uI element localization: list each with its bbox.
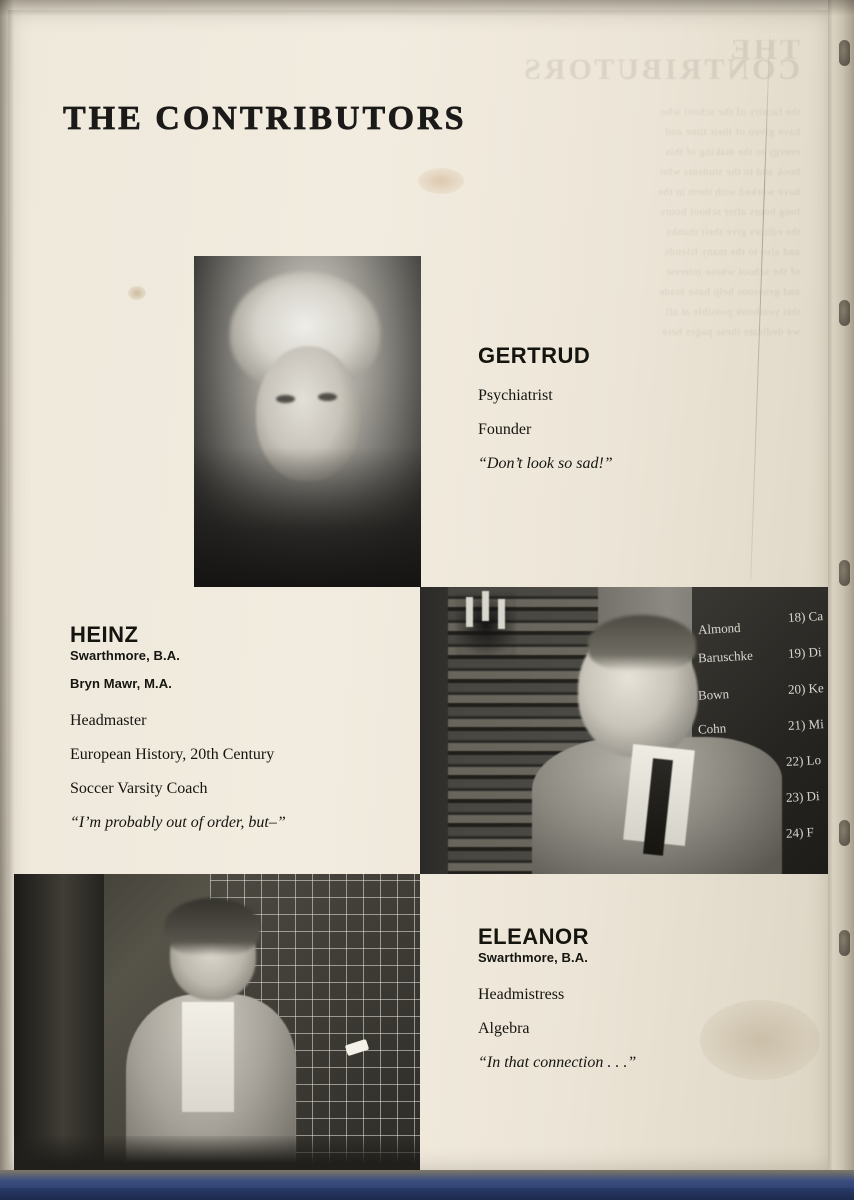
contributor-role: Headmaster: [70, 712, 147, 729]
portrait-eye-right: [318, 393, 337, 401]
contributor-name: GERTRUD: [478, 343, 591, 368]
candle: [466, 597, 473, 627]
contributor-quote: “I’m probably out of order, but–”: [70, 814, 286, 831]
contributor-quote: “Don’t look so sad!”: [478, 455, 613, 472]
chalk-text: 20) Ke: [787, 680, 825, 697]
portrait-vignette: [194, 447, 421, 587]
contributor-role: Soccer Varsity Coach: [70, 780, 208, 797]
contributor-role: European History, 20th Century: [70, 746, 275, 763]
chalk-text: 22) Lo: [785, 752, 822, 769]
portrait-blouse: [182, 1002, 234, 1112]
portrait-eleanor: [14, 874, 420, 1170]
contributor-role: Algebra: [478, 1020, 530, 1037]
contributor-school: Bryn Mawr, M.A.: [70, 676, 172, 691]
binding-hole: [839, 820, 850, 846]
candle: [482, 591, 489, 621]
candle: [498, 599, 505, 629]
caption-heinz: [70, 622, 286, 840]
contributor-role: Headmistress: [478, 986, 565, 1003]
binding-hole: [839, 40, 850, 66]
portrait-heinz: [420, 587, 832, 874]
chalk-text: 24) F: [785, 824, 815, 841]
chalk-text: Baruschke: [697, 647, 754, 666]
chalk-text: 19) Di: [787, 644, 822, 661]
portrait-eye-left: [276, 395, 295, 403]
page-title: THE CONTRIBUTORS: [63, 100, 467, 137]
caption-eleanor: [478, 924, 636, 1080]
contributor-role: Founder: [478, 421, 532, 438]
contributor-role: Psychiatrist: [478, 387, 553, 404]
floor-shadow: [14, 1136, 420, 1170]
contributor-name: HEINZ: [70, 622, 139, 647]
page-top-shadow: [0, 0, 854, 16]
contributor-school: Swarthmore, B.A.: [478, 950, 588, 965]
caption-gertrud: [478, 343, 613, 481]
binding-hole: [839, 560, 850, 586]
chalk-text: Cohn: [697, 720, 727, 737]
chalk-text: 23) Di: [785, 788, 820, 805]
doorway: [14, 874, 104, 1170]
chalk-text: Bown: [697, 686, 730, 703]
portrait-gertrud: [194, 256, 421, 587]
contributor-school: Swarthmore, B.A.: [70, 648, 180, 663]
chalk-text: 21) Mi: [787, 716, 825, 733]
contributor-name: ELEANOR: [478, 924, 590, 949]
chalk-text: 18) Ca: [787, 608, 824, 625]
binding-hole: [839, 930, 850, 956]
binding-hole: [839, 300, 850, 326]
contributor-quote: “In that connection . . .”: [478, 1054, 637, 1071]
book-binding-edge: [828, 0, 854, 1200]
book-cover-edge-inner: [0, 1188, 854, 1200]
portrait-hair: [164, 898, 260, 956]
page-left-shadow: [0, 0, 14, 1200]
portrait-hair: [588, 615, 696, 671]
chalk-text: Almond: [697, 619, 741, 638]
